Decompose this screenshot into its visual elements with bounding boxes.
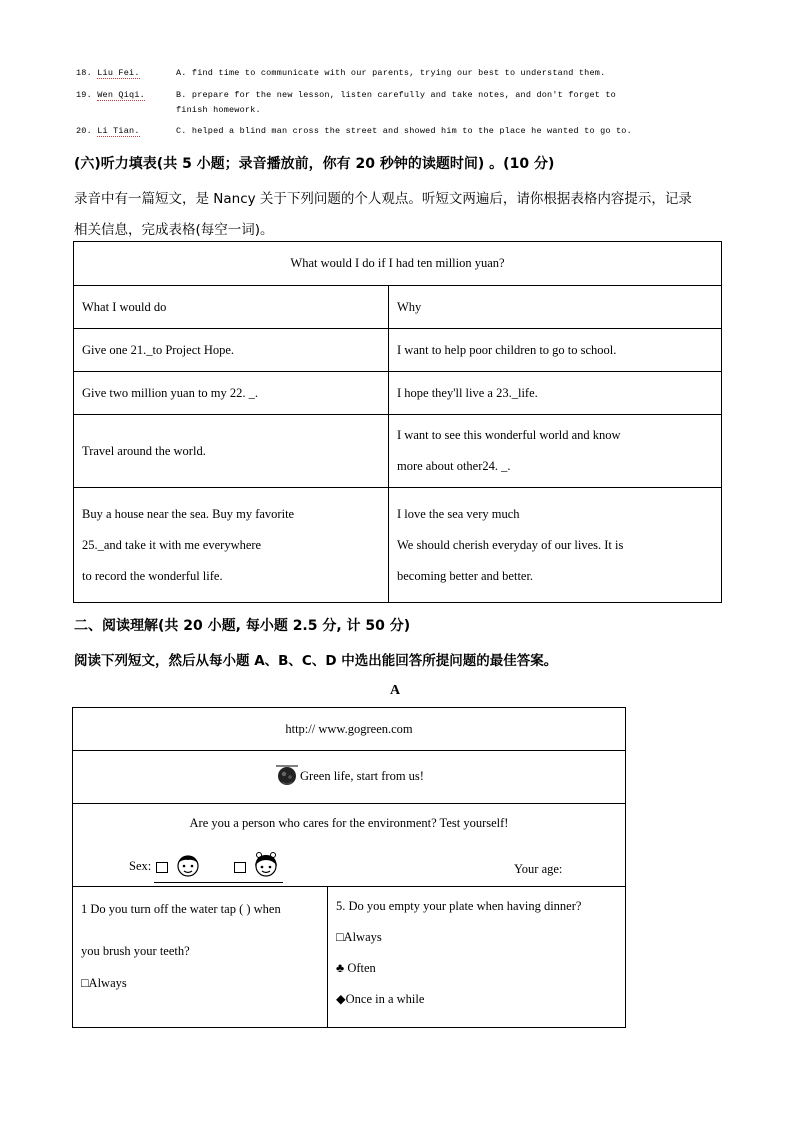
match-name: Li Tian. [97,126,140,136]
option-often: ♣ Often [336,961,376,975]
cell-line: We should cherish everyday of our lives. It is [397,537,624,552]
option-once-in-a-while: ◆Once in a while [336,992,425,1006]
question-5-cell [328,887,626,1028]
cell-line: I love the sea very much [397,506,520,521]
table-cell-what: Give one 21._to Project Hope. [74,329,389,372]
cell-line: I want to see this wonderful world and know [397,428,621,442]
table-cell-why: I hope they'll live a 23._life. [389,372,722,415]
cell-line: Buy a house near the sea. Buy my favorite [82,506,295,521]
option-always: □Always [81,976,127,990]
table-cell-why: I want to help poor children to go to school. [389,329,722,372]
section2-instruction: 阅读下列短文，然后从每小题 A、B、C、D 中选出能回答所提问题的最佳答案。 [74,653,558,669]
match-number: 19. [76,90,92,100]
sex-label: Sex: [129,858,152,873]
section6-instruction-2: 相关信息，完成表格(每空一词)。 [74,222,274,238]
match-name: Liu Fei. [97,68,140,78]
match-row-20 [76,126,140,136]
column-header-what: What I would do [74,286,389,329]
female-checkbox[interactable] [234,862,246,873]
table-cell-why [389,415,722,488]
option-always: □Always [336,930,382,944]
sex-options [154,852,283,883]
table-row [74,329,722,372]
table-title: What would I do if I had ten million yuan? [74,242,722,286]
website-url: http:// www.gogreen.com [73,708,626,751]
test-question: Are you a person who cares for the environment? Test yourself! [189,816,509,830]
boy-face-icon [173,852,203,882]
section6-heading: (六)听力填表(共 5 小题；录音播放前，你有 20 秒钟的读题时间) 。(10 分) [74,156,555,172]
match-number: 20. [76,126,92,136]
sex-field [129,852,283,883]
column-header-why: Why [389,286,722,329]
cell-line: more about other24. _. [397,459,511,473]
question-1-text-cont: you brush your teeth? [81,944,190,958]
test-intro-cell [73,804,626,887]
cell-line: 25._and take it with me everywhere [82,537,262,552]
male-checkbox[interactable] [156,862,168,873]
match-name: Wen Qiqi. [97,90,145,100]
age-label: Your age: [514,862,563,876]
table-cell-what: Travel around the world. [74,415,389,488]
match-option-b-cont: finish homework. [176,105,261,115]
green-earth-icon [274,762,300,792]
table-row [74,488,722,603]
match-row-19 [76,90,145,100]
cell-line: becoming better and better. [397,568,534,583]
match-row-18 [76,68,140,78]
slogan-cell [73,751,626,804]
question-1-text: 1 Do you turn off the water tap ( ) when [81,902,281,916]
section2-heading: 二、阅读理解(共 20 小题, 每小题 2.5 分, 计 50 分) [74,618,411,634]
girl-face-icon [251,852,281,882]
listening-table [73,241,722,603]
table-row [74,372,722,415]
cell-line: to record the wonderful life. [82,568,223,583]
section6-instruction-1: 录音中有一篇短文，是 Nancy 关于下列问题的个人观点。听短文两遍后，请你根据表格内容提示，记录 [74,191,692,207]
match-option-c: C. helped a blind man cross the street and showed him to the place he wanted to go to. [176,126,632,136]
slogan-text: Green life, start from us! [300,768,424,783]
table-cell-what: Give two million yuan to my 22. _. [74,372,389,415]
environment-test-table [72,707,626,1028]
match-option-b: B. prepare for the new lesson, listen carefully and take notes, and don't forget to [176,90,616,100]
question-1-cell [73,887,328,1028]
table-row [74,415,722,488]
passage-label: A [390,683,401,698]
table-cell-what [74,488,389,603]
match-option-a: A. find time to communicate with our parents, trying our best to understand them. [176,68,606,78]
match-number: 18. [76,68,92,78]
table-cell-why [389,488,722,603]
question-5-text: 5. Do you empty your plate when having dinner? [336,899,582,913]
